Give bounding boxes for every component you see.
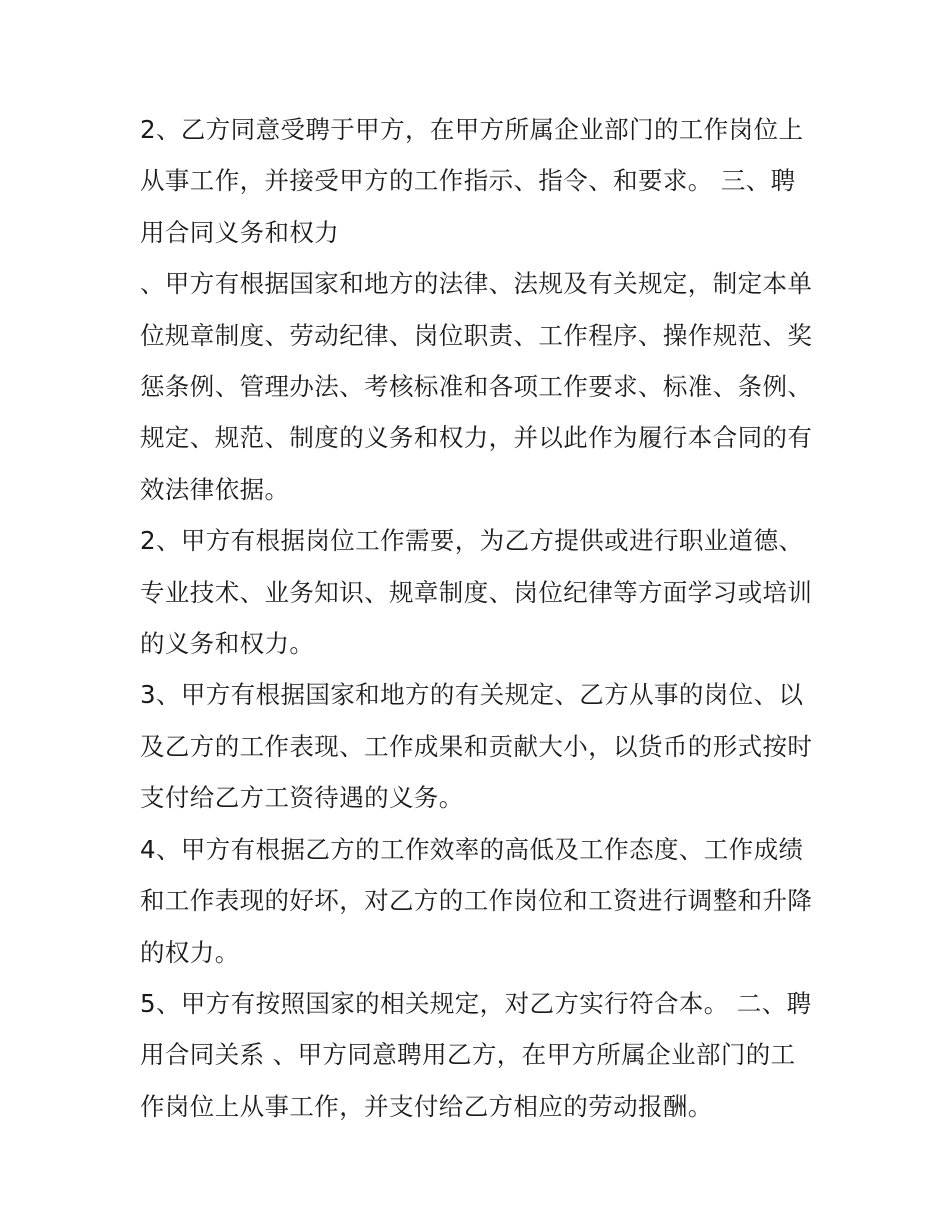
paragraph-4: 3、甲方有根据国家和地方的有关规定、乙方从事的岗位、以及乙方的工作表现、工作成果和贡献大小，以货币的形式按时支付给乙方工资待遇的义务。 <box>140 680 813 813</box>
paragraph-6: 5、甲方有按照国家的相关规定，对乙方实行符合本。 二、聘用合同关系 、甲方同意聘用乙方，在甲方所属企业部门的工作岗位上从事工作，并支付给乙方相应的劳动报酬。 <box>140 988 812 1121</box>
paragraph-5: 4、甲方有根据乙方的工作效率的高低及工作态度、工作成绩和工作表现的好坏，对乙方的工作岗位和工资进行调整和升降的权力。 <box>140 834 813 967</box>
paragraph-2: 、甲方有根据国家和地方的法律、法规及有关规定，制定本单位规章制度、劳动纪律、岗位职责、工作程序、操作规范、奖惩条例、管理办法、考核标准和各项工作要求、标准、条例、规定、规范、制度的义务和权力，并以此作为履行本合同的有效法律依据。 <box>140 269 813 504</box>
paragraph-3: 2、甲方有根据岗位工作需要，为乙方提供或进行职业道德、专业技术、业务知识、规章制度、岗位纪律等方面学习或培训的义务和权力。 <box>140 526 813 659</box>
document-body <box>140 104 820 1132</box>
paragraph-1: 2、乙方同意受聘于甲方，在甲方所属企业部门的工作岗位上从事工作，并接受甲方的工作指示、指令、和要求。 三、聘用合同义务和权力 <box>140 115 804 247</box>
